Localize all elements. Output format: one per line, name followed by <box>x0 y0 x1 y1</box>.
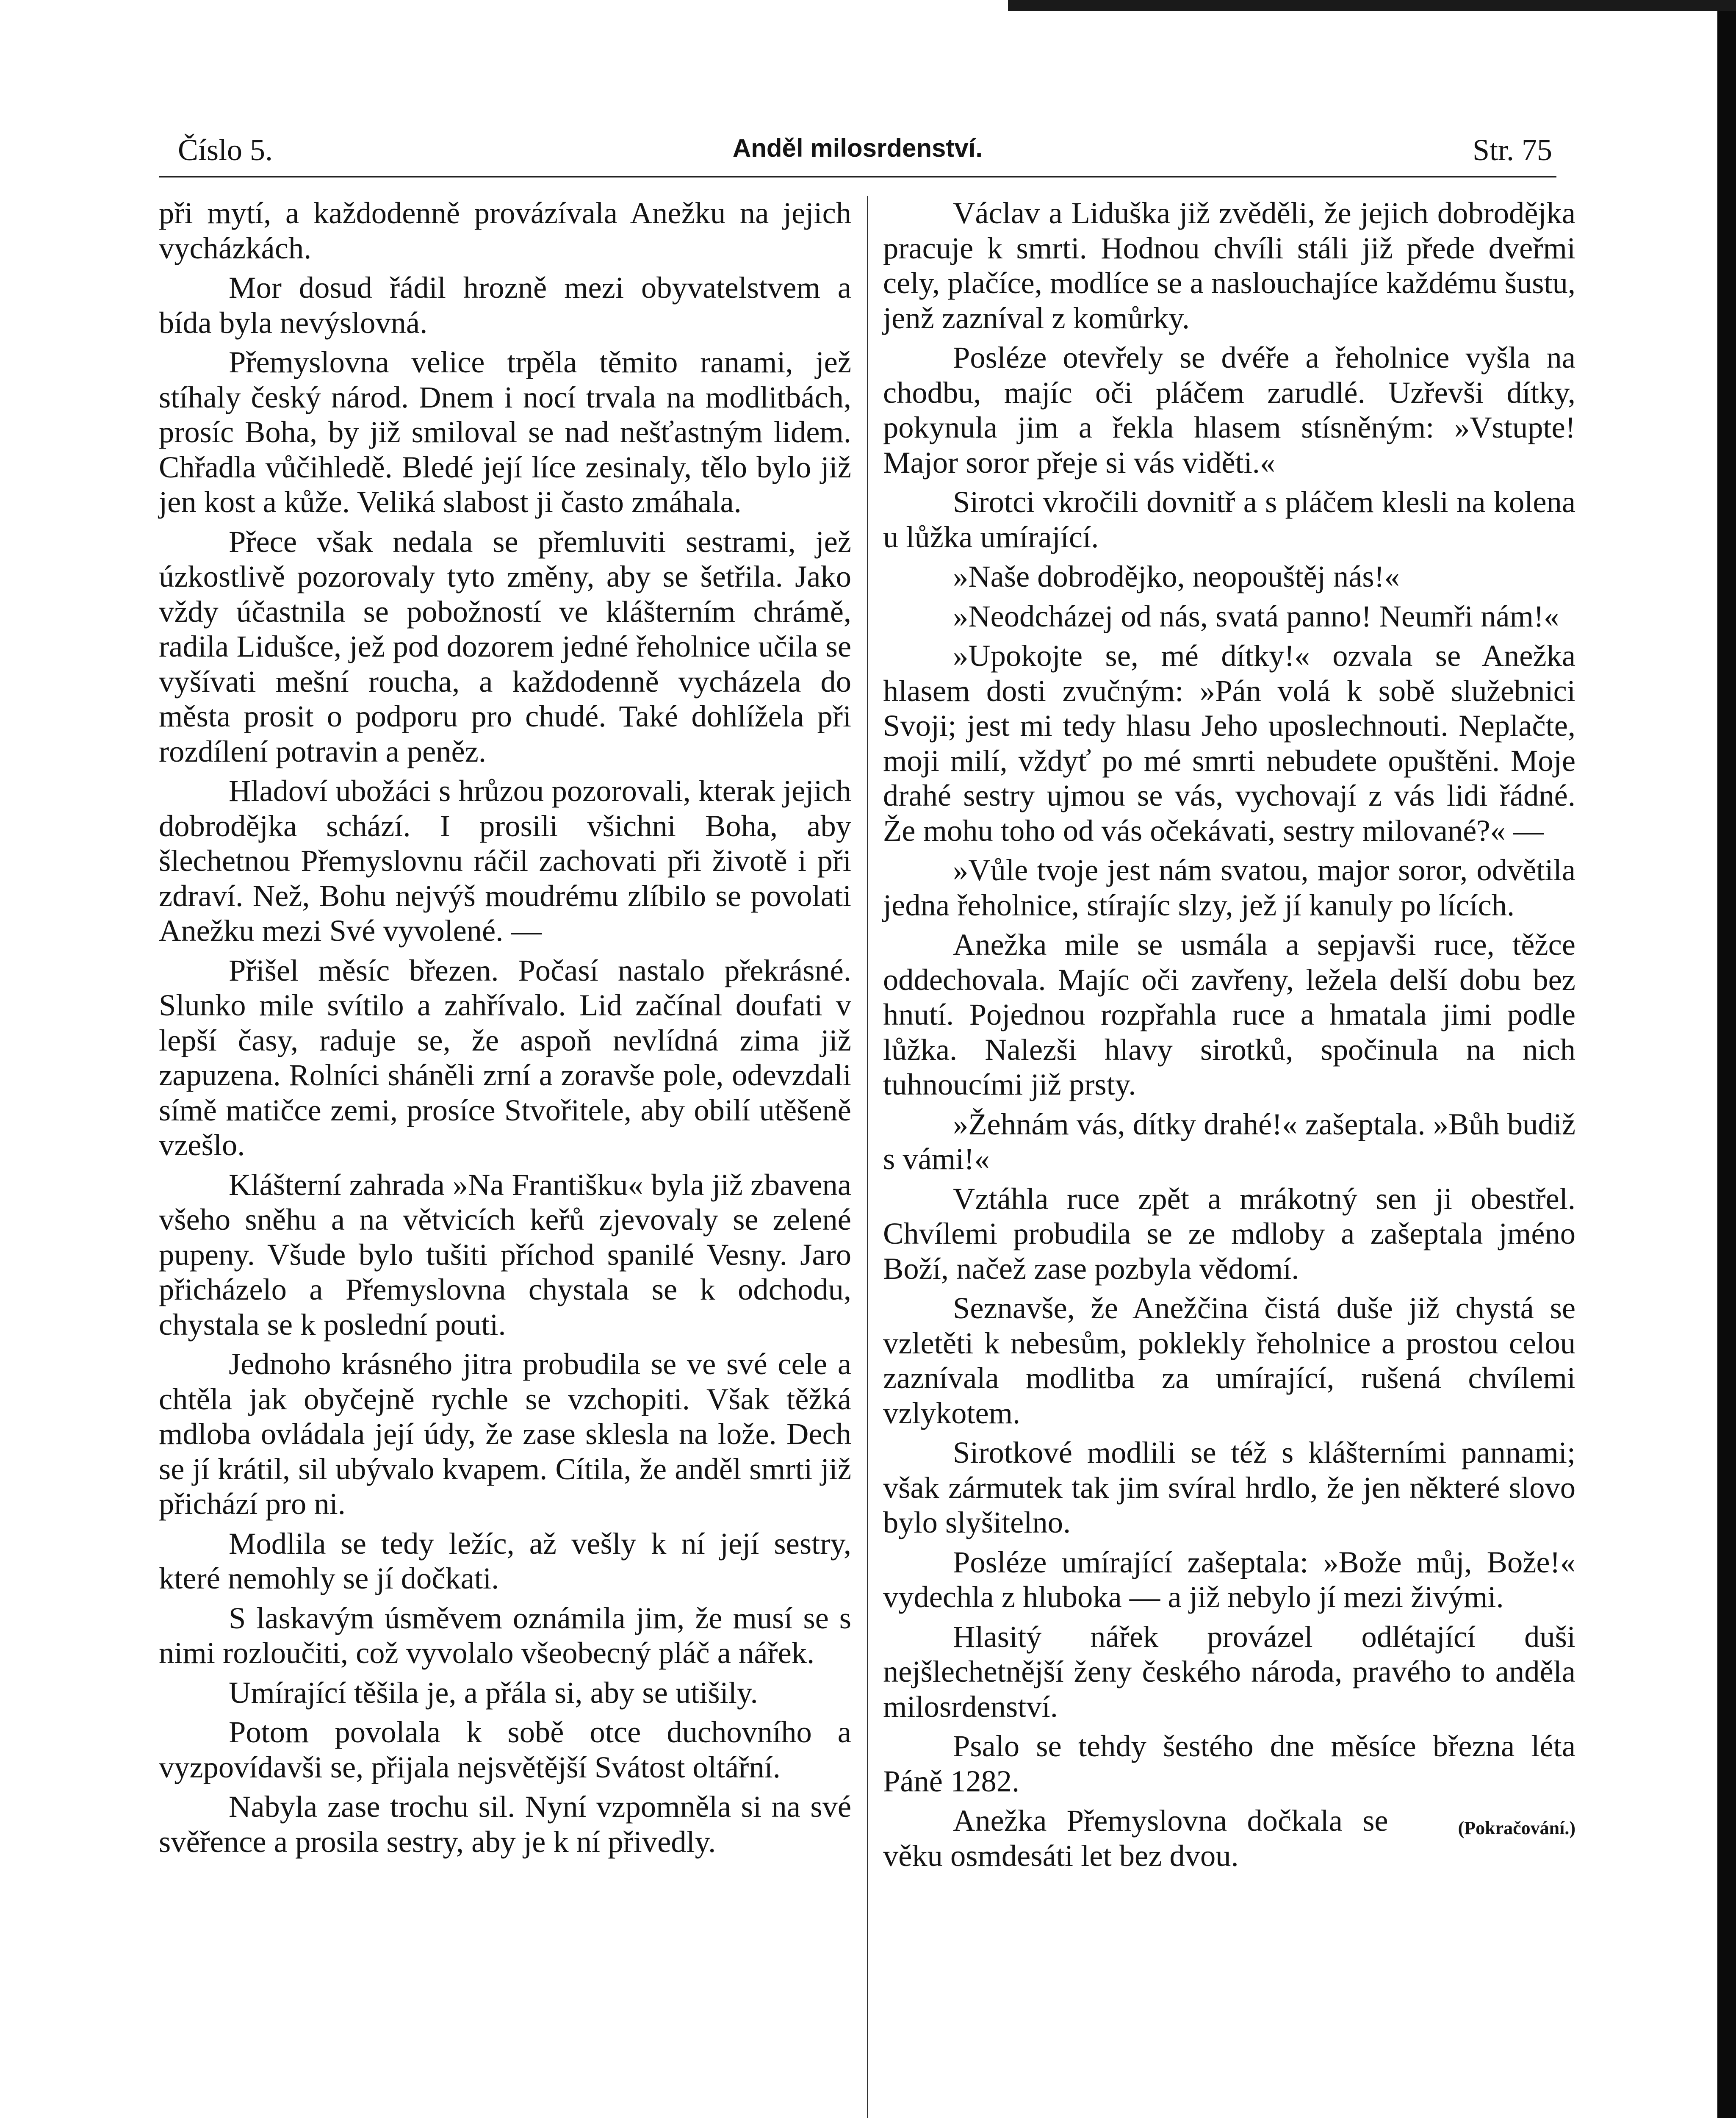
paragraph: »Upokojte se, mé dítky!« ozvala se Anežka hlasem dosti zvučným: »Pán volá k sobě služebnici Svoji; jest mi tedy hlasu Jeho uposlechnouti. Neplačte, moji milí, vždyť po mé smrti nebudete opuštěni. Moje drahé sestry ujmou se vás, vychovají z vás lidi řádné. Že mohu toho od vás očekávati, sestry milované?« — <box>883 638 1575 848</box>
paragraph: Klášterní zahrada »Na Františku« byla již zbavena všeho sněhu a na větvicích keřů zjevovaly se zelené pupeny. Všude bylo tušiti příchod spanilé Vesny. Jaro přicházelo a Přemyslovna chystala se k odchodu, chystala se k poslední pouti. <box>159 1167 851 1342</box>
paragraph: Potom povolala k sobě otce duchovního a vyzpovídavši se, přijala nejsvětější Svátost oltářní. <box>159 1715 851 1784</box>
paragraph: Mor dosud řádil hrozně mezi obyvatelstvem a bída byla nevýslovná. <box>159 270 851 340</box>
paragraph: »Naše dobrodějko, neopouštěj nás!« <box>953 559 1400 593</box>
paragraph-text: Anežka Přemyslovna dočkala se věku osmdesáti let bez dvou. <box>883 1803 1388 1873</box>
paragraph: Sirotci vkročili dovnitř a s pláčem klesli na kolena u lůžka umírající. <box>883 485 1575 554</box>
paragraph: »Žehnám vás, dítky drahé!« zašeptala. »Bůh budiž s vámi!« <box>883 1106 1575 1176</box>
paragraph: Vztáhla ruce zpět a mrákotný sen ji obestřel. Chvílemi probudila se ze mdloby a zašeptala jméno Boží, načež zase pozbyla vědomí. <box>883 1181 1575 1286</box>
paragraph: Václav a Liduška již zvěděli, že jejich dobrodějka pracuje k smrti. Hodnou chvíli stáli již přede dveřmi cely, plačíce, modlíce se a naslouchajíce každému šustu, jenž zazníval z komůrky. <box>883 196 1575 335</box>
paragraph: Přišel měsíc březen. Počasí nastalo překrásné. Slunko mile svítilo a zahřívalo. Lid začínal doufati v lepší časy, raduje se, že aspoň nevlídná zima již zapuzena. Rolníci sháněli zrní a zoravše pole, odevzdali símě matičce zemi, prosíce Stvořitele, aby obilí utěšeně vzešlo. <box>159 953 851 1162</box>
paragraph: »Neodcházej od nás, svatá panno! Neumři nám!« <box>953 599 1559 633</box>
paragraph: Hlasitý nářek provázel odlétající duši nejšlechetnější ženy českého národa, pravého to anděla milosrdenství. <box>883 1619 1575 1724</box>
final-paragraph <box>883 1803 1575 1873</box>
running-header <box>159 129 1556 177</box>
paragraph: Sirotkové modlili se též s klášterními pannami; však zármutek tak jim svíral hrdlo, že jen některé slovo bylo slyšitelno. <box>883 1435 1575 1539</box>
scan-border-right <box>1717 0 1736 2118</box>
paragraph: při mytí, a každodenně provázívala Anežku na jejich vycházkách. <box>159 196 851 265</box>
paragraph: Přece však nedala se přemluviti sestrami, jež úzkostlivě pozorovaly tyto změny, aby se šetřila. Jako vždy účastnila se pobožností ve klášterním chrámě, radila Lidušce, jež pod dozorem jedné řeholnice učila se vyšívati mešní roucha, a každodenně vycházela do města prosit o podporu pro chudé. Také dohlížela při rozdílení potravin a peněz. <box>159 524 851 768</box>
paragraph: Modlila se tedy ležíc, až vešly k ní její sestry, které nemohly se jí dočkati. <box>159 1526 851 1595</box>
paragraph: Posléze umírající zašeptala: »Bože můj, Bože!« vydechla z hluboka — a již nebylo jí mezi živými. <box>883 1544 1575 1614</box>
paragraph: Hladoví ubožáci s hrůzou pozorovali, kterak jejich dobrodějka schází. I prosili všichni Boha, aby šlechetnou Přemyslovnu ráčil zachovati při životě i při zdraví. Než, Bohu nejvýš moudrému zlíbilo se povolati Anežku mezi Své vyvolené. — <box>159 773 851 948</box>
paragraph: Umírající těšila je, a přála si, aby se utišily. <box>229 1675 758 1710</box>
paragraph: Seznavše, že Anežčina čistá duše již chystá se vzletěti k nebesům, poklekly řeholnice a prostou celou zaznívala modlitba za umírající, rušená chvílemi vzlykotem. <box>883 1291 1575 1430</box>
paragraph: Anežka mile se usmála a sepjavši ruce, těžce oddechovala. Majíc oči zavřeny, ležela delší dobu bez hnutí. Pojednou rozpřahla ruce a hmatala jimi podle lůžka. Nalezši hlavy sirotků, spočinula na nich tuhnoucími již prsty. <box>883 927 1575 1101</box>
column-divider <box>867 196 868 2118</box>
paragraph: Posléze otevřely se dvéře a řeholnice vyšla na chodbu, majíc oči pláčem zarudlé. Uzřevši dítky, pokynula jim a řekla hlasem stísněným: »Vstupte! Major soror přeje si vás viděti.« <box>883 340 1575 480</box>
left-column <box>159 196 851 1864</box>
issue-number: Číslo 5. <box>178 133 273 167</box>
paragraph: S laskavým úsměvem oznámila jim, že musí se s nimi rozloučiti, což vyvolalo všeobecný pláč a nářek. <box>159 1600 851 1670</box>
continuation-note: (Pokračování.) <box>1458 1818 1575 1838</box>
paragraph: Jednoho krásného jitra probudila se ve své cele a chtěla jak obyčejně rychle se vzchopiti. Však těžká mdloba ovládala její údy, že zase sklesla na lože. Dech se jí krátil, sil ubývalo kvapem. Cítila, že anděl smrti již přichází pro ni. <box>159 1347 851 1521</box>
paragraph: »Vůle tvoje jest nám svatou, major soror, odvětila jedna řeholnice, stírajíc slzy, jež jí kanuly po lících. <box>883 853 1575 922</box>
page-number: Str. 75 <box>1472 133 1552 167</box>
paragraph: Psalo se tehdy šestého dne měsíce března léta Páně 1282. <box>883 1729 1575 1798</box>
running-title: Anděl milosrdenství. <box>732 134 983 162</box>
paragraph: Nabyla zase trochu sil. Nyní vzpomněla si na své svěřence a prosila sestry, aby je k ní přivedly. <box>159 1789 851 1859</box>
right-column <box>883 196 1575 1878</box>
paragraph: Přemyslovna velice trpěla těmito ranami, jež stíhaly český národ. Dnem i nocí trvala na modlitbách, prosíc Boha, by již smiloval se nad nešťastným lidem. Chřadla vůčihledě. Bledé její líce zesinaly, tělo bylo již jen kost a kůže. Veliká slabost ji často zmáhala. <box>159 345 851 519</box>
